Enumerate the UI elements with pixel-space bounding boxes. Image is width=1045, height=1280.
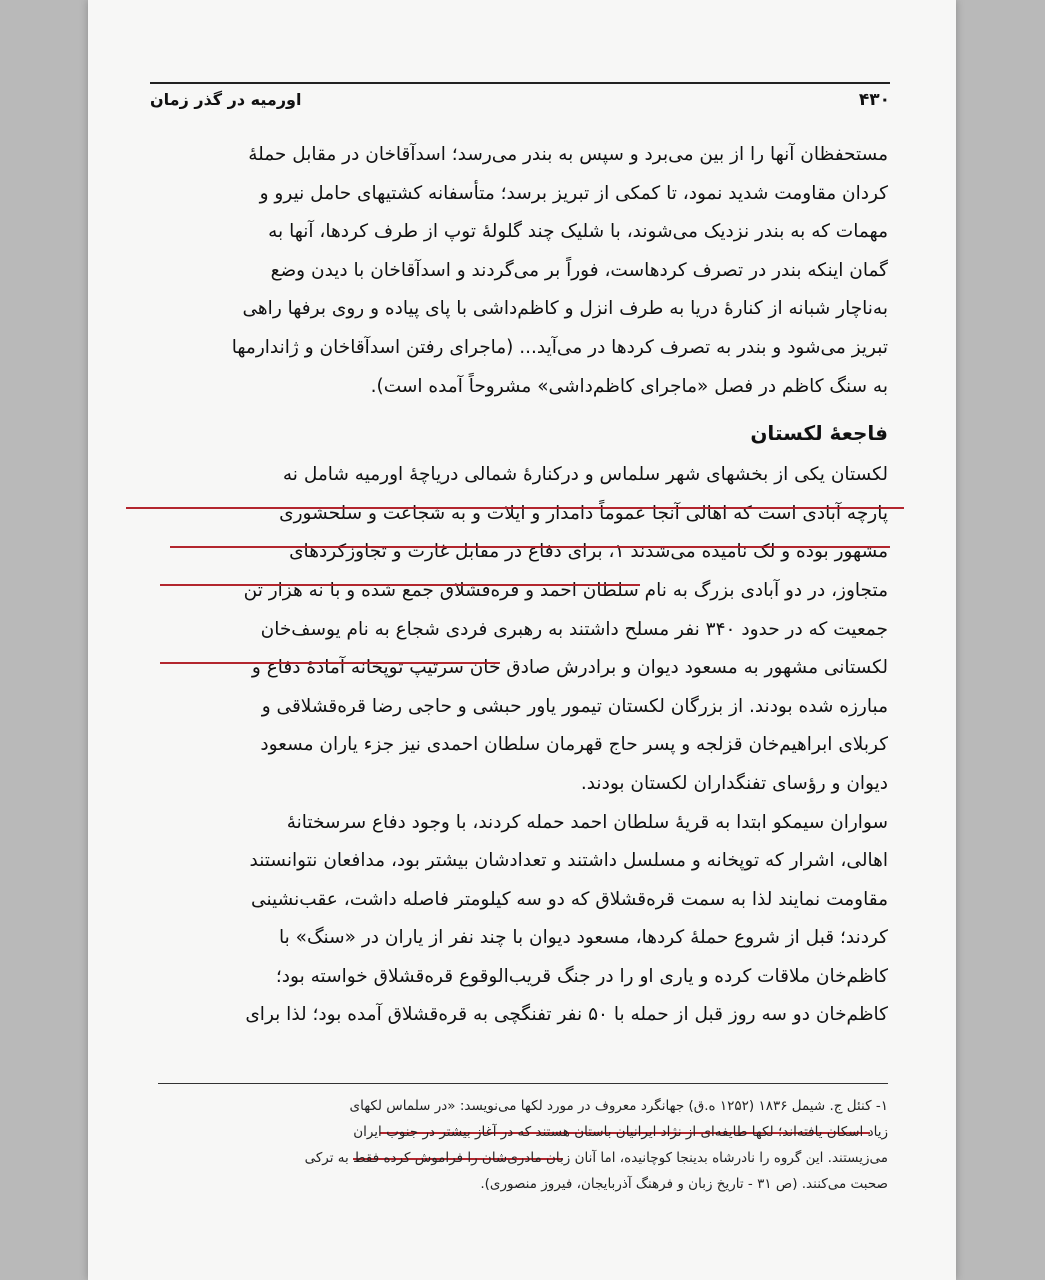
page-header	[150, 82, 890, 118]
text-line: متجاوز، در دو آبادی بزرگ به نام سلطان احمد و قره‌قشلاق جمع شده و با نه هزار تن	[243, 579, 888, 601]
text-line: لکستانی مشهور به مسعود دیوان و برادرش صادق خان سرتیپ توپخانه آمادهٔ دفاع و	[251, 657, 888, 679]
footnote-line: ۱- کنئل ج. شیمل ۱۸۳۶ (۱۲۵۲ ه.ق) جهانگرد معروف در مورد لکها می‌نویسد: «در سلماس لکهای	[349, 1098, 888, 1114]
footnote-line: صحبت می‌کنند. (ص ۳۱ - تاریخ زبان و فرهنگ آذربایجان، فیروز منصوری).	[480, 1176, 888, 1192]
footnotes	[158, 1093, 888, 1197]
footnote-line: زیاد اسکان یافته‌اند؛ لکها طایفه‌ای از نژاد ایرانیان باستان هستند که در آغاز بیشتر در جنوب ایران	[353, 1124, 888, 1140]
text-line: کاظم‌خان دو سه روز قبل از حمله با ۵۰ نفر تفنگچی به قره‌قشلاق آمده بود؛ لذا برای	[245, 1004, 888, 1026]
intro-paragraph	[158, 136, 888, 406]
text-line: مقاومت نمایند لذا به سمت قره‌قشلاق که دو سه کیلومتر فاصله داشت، عقب‌نشینی	[251, 888, 888, 910]
text-line: جمعیت که در حدود ۳۴۰ نفر مسلح داشتند به رهبری فردی شجاع به نام یوسف‌خان	[260, 618, 888, 640]
text-line: اهالی، اشرار که توپخانه و مسلسل داشتند و تعدادشان بیشتر بود، مدافعان نتوانستند	[249, 850, 888, 872]
text-line: کردان مقاومت شدید نمود، تا کمکی از تبریز برسد؛ متأسفانه کشتیهای حامل نیرو و	[259, 182, 888, 204]
book-page	[88, 0, 956, 1280]
text-line: گمان اینکه بندر در تصرف کردهاست، فوراً بر می‌گردند و اسدآقاخان با دیدن وضع	[270, 259, 888, 281]
highlight-underline	[126, 507, 904, 509]
text-line: کردند؛ قبل از شروع حملهٔ کردها، مسعود دیوان با چند نفر از یاران در «سنگ» با	[279, 927, 888, 949]
running-title: اورمیه در گذر زمان	[150, 90, 302, 109]
text-line: مهمات که به بندر نزدیک می‌شوند، با شلیک چند گلولهٔ توپ از طرف کردها، آنها به	[268, 221, 888, 243]
text-line: مبارزه شده بودند. از بزرگان لکستان تیمور یاور حبشی و حاجی رضا قره‌قشلاقی و	[261, 695, 888, 717]
text-line: به سنگ کاظم در فصل «ماجرای کاظم‌داشی» مشروحاً آمده است).	[370, 375, 888, 397]
page-number: ۴۳۰	[858, 90, 890, 110]
highlight-underline	[160, 584, 640, 586]
text-line: کربلای ابراهیم‌خان قزلجه و پسر حاج قهرمان سلطان احمدی نیز جزء یاران مسعود	[260, 734, 888, 756]
text-line: پارچه آبادی است که اهالی آنجا عموماً دامدار و ایلات و به شجاعت و سلحشوری	[279, 502, 888, 524]
footnote-line: می‌زیستند. این گروه را نادرشاه بدینجا کوچانیده، اما آنان زبان مادری‌شان را فراموش کرده فقط به ترکی	[304, 1150, 888, 1166]
footnote-divider	[158, 1083, 888, 1084]
text-line: تبریز می‌شود و بندر به تصرف کردها در می‌آید... (ماجرای رفتن اسدآقاخان و ژاندارمها	[231, 336, 888, 358]
text-line: دیوان و رؤسای تفنگداران لکستان بودند.	[580, 772, 888, 794]
text-line: مشهور بوده و لک نامیده می‌شدند ۱، برای دفاع در مقابل غارت و تجاوزکردهای	[289, 541, 888, 563]
text-line: سواران سیمکو ابتدا به قریهٔ سلطان احمد حمله کردند، با وجود دفاع سرسختانهٔ	[286, 811, 888, 833]
highlight-underline	[160, 662, 500, 664]
text-line: لکستان یکی از بخشهای شهر سلماس و درکنارهٔ شمالی دریاچهٔ اورمیه شامل نه	[282, 464, 888, 486]
text-line: مستحفظان آنها را از بین می‌برد و سپس به بندر می‌رسد؛ اسدآقاخان در مقابل حملهٔ	[248, 144, 888, 165]
text-line: به‌ناچار شبانه از کنارهٔ دریا به طرف انزل و کاظم‌داشی با پای پیاده و روی برفها راهی	[242, 298, 888, 320]
text-line: کاظم‌خان ملاقات کرده و یاری او را در جنگ قریب‌الوقوع قره‌قشلاق خواسته بود؛	[275, 965, 888, 987]
highlight-underline	[170, 546, 890, 548]
battle-paragraph	[158, 804, 888, 1036]
section-heading: فاجعهٔ لکستان	[750, 421, 888, 446]
